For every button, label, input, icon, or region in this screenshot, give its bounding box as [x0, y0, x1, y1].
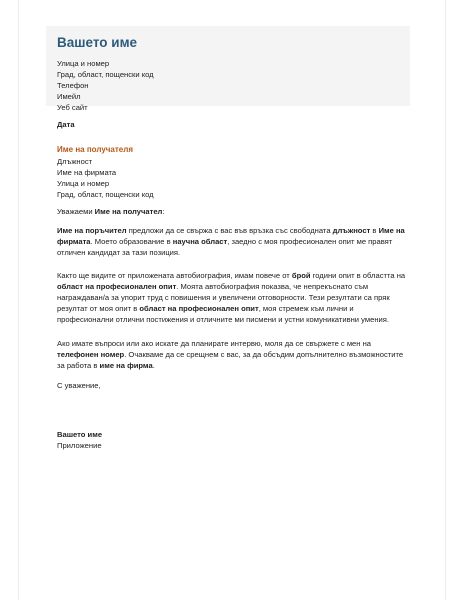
company-name: име на фирма [99, 361, 153, 370]
referrer-name: Име на поръчител [57, 226, 127, 235]
position-title: длъжност [332, 226, 371, 235]
body-paragraph-3[interactable] [57, 338, 407, 371]
recipient-city[interactable]: Град, област, пощенски код [57, 190, 154, 199]
experience-area: област на професионален опит [139, 304, 259, 313]
sender-website[interactable]: Уеб сайт [57, 103, 88, 112]
sender-street[interactable]: Улица и номер [57, 59, 110, 68]
greeting-name: Име на получател [94, 207, 163, 216]
recipient-street[interactable]: Улица и номер [57, 179, 110, 188]
text-run: . Очакваме да се срещнем с вас, за да обсъдим допълнително възможностите за работа в [57, 350, 404, 370]
greeting-prefix: Уважаеми [57, 207, 95, 216]
body-paragraph-1[interactable] [57, 225, 407, 258]
text-run: , заедно с моя професионален опит ме правят отличен кандидат за тази позиция. [57, 237, 393, 257]
text-run: . Моето образование в [90, 237, 173, 246]
text-run: Както ще видите от приложената автобиография, имам повече от [57, 271, 292, 280]
recipient-block [57, 144, 154, 200]
text-run: , моя стремеж към лични и професионални отлични постижения и отличните ми писмени и устни комуникативни умения. [57, 304, 389, 324]
text-run: . [152, 361, 155, 370]
text-run: години опит в областта на [310, 271, 406, 280]
recipient-company[interactable]: Име на фирмата [57, 168, 117, 177]
text-run: предложи да се свържа с вас във връзка със свободната [126, 226, 333, 235]
sender-city[interactable]: Град, област, пощенски код [57, 70, 154, 79]
company-name: Име на фирмата [57, 226, 405, 246]
experience-area: област на професионален опит [57, 282, 177, 291]
greeting[interactable] [57, 206, 165, 217]
sender-contact-block [57, 58, 154, 113]
text-run: в [370, 226, 379, 235]
text-run: . Моята автобиография показва, че непрекъснато съм награждаван/а за упорит труд с повишения и увеличени отговорности. Тези резултати са пряк резултат от моя опит в [57, 282, 390, 313]
recipient-name[interactable]: Име на получателя [57, 145, 133, 154]
sender-name[interactable]: Вашето име [57, 35, 138, 50]
years-count: брой [291, 271, 311, 280]
sender-email[interactable]: Имейл [57, 92, 81, 101]
greeting-suffix: : [162, 207, 165, 216]
body-paragraph-2[interactable] [57, 270, 407, 325]
enclosure-note[interactable]: Приложение [57, 441, 102, 450]
closing[interactable]: С уважение, [57, 381, 101, 390]
letter-date[interactable]: Дата [57, 120, 75, 129]
recipient-title[interactable]: Длъжност [57, 157, 93, 166]
field-of-study: научна област [172, 237, 228, 246]
text-run: Ако имате въпроси или ако искате да планирате интервю, моля да се свържете с мен на [57, 339, 371, 348]
sender-phone[interactable]: Телефон [57, 81, 89, 90]
signature-name[interactable]: Вашето име [57, 430, 103, 439]
phone-number: телефонен номер [57, 350, 125, 359]
